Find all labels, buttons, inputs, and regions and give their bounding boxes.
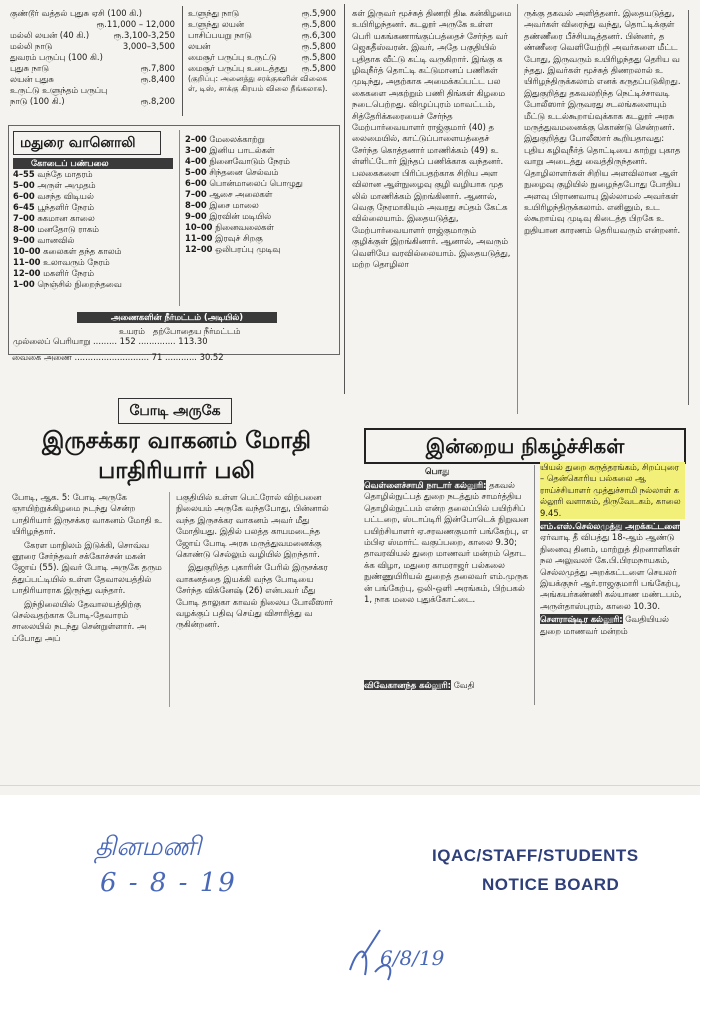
events-title: இன்றைய நிகழ்ச்சிகள் [364, 428, 686, 464]
price-row: உருட்டு உளுந்தம் பருப்பு [10, 85, 108, 95]
price-row: ரூ.11,000 – 12,000 [96, 19, 175, 29]
story-column-2: ருக்கு தகவல் அளித்தனர். இதையடுத்து, அவர்கள் விரைந்து வந்து, தொட்டிக்குள் தண்ணீரை பீச்சியடித்தனர். பின்னர், தண்ணீரை வெளியேற்றி அவர்களை மீட்டபோது, இருவரும் உயிரிழந்தது தெரிய வந்தது. இவர்கள் மூச்சுத் திணறலால் உயிரிழந்திருக்கலாம் எனக் கருதப்படுகிறது. இதுகுறித்து தகவலறிந்த நெட்டிச்சாவடி போலீஸார் இருவரது சடலங்களையும் மீட்டு உடல்கூறாய்வுக்காக கடலூர் அரசு மருத்துவமனைக்கு கொண்டு சென்றனர். இதுகுறித்து போலீஸார் கூறியதாவது: புதிய கழிவுநீர்த் தொட்டியை காற்று புகாதவாறு அடைத்து வைத்திருந்தனர். தொழிலாளர்கள் சிறிய அளவிலான ஆள் நுழைவு குழியில் நுழைந்தபோது போதிய அளவு பிராணவாயு இல்லாமல் அவர்கள் உயிரிழந்திருக்கலாம். எனினும், உடல்கூறாய்வு முடிவு கிடைத்த பிறகே உறுதியான காரணம் தெரியவரும் என்றனர். [524, 8, 681, 235]
radio-row: 6–00 பொன்மாலைப் பொழுது [185, 178, 303, 188]
price-row: புதுசு நாடு ரூ.7,800 [10, 63, 175, 73]
market-prices-right [188, 8, 336, 104]
handwritten-date: 6 - 8 - 19 [100, 868, 237, 898]
radio-row: 8–00 இசை மாலை [185, 200, 259, 210]
price-row: துவரம் பருப்பு (100 கி.) [10, 52, 103, 62]
radio-row: 8–00 மனதோடு ராகம் [13, 224, 99, 234]
radio-row: 10–00 நினைவலைகள் [185, 222, 274, 232]
price-row: மல்லி நாடு 3,000–3,500 [10, 41, 175, 51]
radio-schedule-left [13, 158, 173, 290]
stamp-line-2: NOTICE BOARD [482, 875, 620, 894]
events-column-2 [540, 462, 685, 710]
handwritten-initials-date: 6/8/19 [380, 946, 445, 970]
dam-levels-title: அணைகளின் நீர்மட்டம் (அடியில்) [77, 312, 277, 323]
radio-row: 4–00 நினைவோடும் நேரம் [185, 156, 290, 166]
market-note: (குறிப்பு: அனைத்து சரக்குகளின் விலைகள், டிஸ், சாக்கு கிரயம் விலை நீங்கலாக). [188, 74, 328, 93]
event-item: வெள்ளைச்சாமி நாடார் கல்லூரி: தகவல் தொழில்நுட்பத் துறை நடத்தும் சாமர்த்திய தொழில்நுட்பம் என்ற தலைப்பில் பயிற்சிப் பட்டறை, ஸ்டாப்டிரி இன்போடெக் நிறுவன பயிற்சியாளர் ஏ.சரவணகுமார் பங்கேற்பு, எம்பிஏ ஸ்மார்ட் வகுப்பறை, காலை 9.30; தாவரவியல் துறை மாணவர் மன்றம் தொடக்க விழா, மதுரை காமராஜர் பல்கலை நுண்ணுயிரியல் துறைத் தலைவர் எம்.முருகன் பங்கேற்பு, ஒலி-ஒளி அரங்கம், பிற்பகல் 1, நாக மலை புதுக்கோட்டை. [364, 480, 529, 605]
column-rule [344, 4, 345, 394]
paragraph: பகுதியில் உள்ள பெட்ரோல் விற்பனை நிலையம் அருகே வந்தபோது, பின்னால் வந்த இருசக்கர வாகனம் அவர் மீது மோதியது. இதில் பலத்த காயமடைந்த ஜோய் போடி அரசு மருத்துவமனைக்கு கொண்டு செல்லும் வழியில் இறந்தார். [176, 492, 329, 560]
price-row: மைசூர் பருப்பு உடைத்தது ரூ.5,800 [188, 63, 336, 73]
radio-title: மதுரை வானொலி [13, 131, 161, 155]
price-row: நாடு (100 கி.) ரூ.8,200 [10, 96, 175, 106]
radio-row: 7–00 ஆசை அலைகள் [185, 189, 273, 199]
radio-row: 7–00 சுகமான காலை [13, 213, 95, 223]
price-row: மைசூர் பருப்பு உருட்டு ரூ.5,800 [188, 52, 336, 62]
radio-row: 12–00 ஒலிபரப்பு முடிவு [185, 244, 281, 254]
bodi-column-1 [12, 492, 164, 644]
handwritten-paper-name: தினமணி [95, 832, 202, 862]
event-item: யியல் துறை கருத்தரங்கம், சிறப்புரை – தென்கொரிய பல்கலை ஆராய்ச்சியாளர் முத்துச்சாமி நல்லாள் கல்லூரி வளாகம், திருவேடகம், காலை 9.45. [540, 462, 685, 519]
radio-row: 5–00 சிந்தனை செல்வம் [185, 167, 279, 177]
radio-row: 11–00 இரவுச் சிறகு [185, 233, 263, 243]
radio-row: 5–00 அருள் அமுதம் [13, 180, 96, 190]
dam-levels-header: உயரம் தற்போதைய நீர்மட்டம் [119, 326, 241, 336]
radio-row: 11–00 உலாவரும் நேரம் [13, 257, 110, 267]
column-rule [688, 10, 689, 405]
paragraph: போடி, ஆக. 5: போடி அருகே ஞாயிற்றுக்கிழமை நடந்து சென்ற பாதிரியார் இருசக்கர வாகனம் மோதி உயிரிழந்தார். [12, 492, 162, 537]
price-row: லயன் ரூ.5,800 [188, 41, 336, 51]
radio-row: 3–00 இனிய பாடல்கள் [185, 145, 275, 155]
radio-schedule-box [8, 125, 340, 355]
bodi-headline: இருசக்கர வாகனம் மோதி பாதிரியார் பலி [42, 428, 311, 484]
clipping-edge [0, 785, 700, 786]
paragraph: இந்நிலையில் தேவாலயத்திற்கு செல்வதற்காக போடி-தேவாரம் சாலையில் நடந்து சென்றுள்ளார். அப்போது அப் [12, 598, 147, 643]
events-column-1 [364, 480, 529, 700]
paragraph: கேரள மாநிலம் இடுக்கி, சொவ்வனூரை சேர்ந்தவர் சக்கோச்சன் மகன் ஜோய் (55). இவர் போடி அருகே தருமத்துப்பட்டியில் உள்ள தேவாலயத்தில் பாதிரியாராக இருந்து வந்தார். [12, 539, 162, 596]
column-rule [182, 6, 183, 116]
bodi-kicker: போடி அருகே [118, 398, 232, 424]
column-rule [517, 4, 518, 414]
market-prices-left [10, 8, 175, 107]
radio-row: 2–00 மேலைக்காற்று [185, 134, 265, 144]
paragraph: இதுகுறித்த புகாரின் பேரில் இருசக்கர வாகனத்தை இயக்கி வந்த போடியை சேர்ந்த விக்னேஷ் (26) என்பவர் மீது போடி தாலுகா காவல் நிலைய போலீஸார் வழக்குப் பதிவு செய்து விசாரித்து வருகின்றனர். [176, 562, 334, 630]
price-row: பாசிப்பயறு நாடு ரூ.6,300 [188, 30, 336, 40]
event-item: எம்.எஸ்.செல்லமுத்து அறக்கட்டளை ஏர்வாடி தீ விபத்து 18-ஆம் ஆண்டு நினைவு தினம், மாற்றுத் திறனாளிகள் நல அலுவலர் கே.பி.பிரமநாயகம், செல்லமுத்து அறக்கட்டளை செயலர் இயக்குநர் ஆர்.ராஜகுமாரி பங்கேற்பு, அங்கயர்கண்ணி கல்யாண மண்டபம், அருள்தாஸ்புரம், காலை 10.30. [540, 521, 682, 611]
dam-row: முல்லைப் பெரியாறு ......... 152 .............. 113.30 [13, 336, 208, 346]
column-rule [179, 130, 180, 306]
radio-row: 6–45 பூந்தளிர் நேரம் [13, 202, 94, 212]
radio-row: 6–00 வசந்த விடியல் [13, 191, 94, 201]
radio-row: 10–00 கலைகள் தந்த காலம் [13, 246, 122, 256]
radio-schedule-right [185, 134, 335, 255]
dam-row: வைகை அணை ............................ 71 ............ 30.52 [12, 352, 224, 362]
price-row: உளுந்து நாடு ரூ.5,900 [188, 8, 336, 18]
bodi-column-2 [176, 492, 336, 631]
event-item: விவேகானந்த கல்லூரி: வேதி [364, 680, 475, 690]
column-rule [169, 492, 170, 707]
column-rule [534, 465, 535, 705]
price-row: லயன் புதுசு ரூ.8,400 [10, 74, 175, 84]
radio-row: 4–55 வந்தே மாதரம் [13, 169, 93, 179]
event-item: சௌராஷ்டிர கல்லூரி: வேதியியல் துறை மாணவர் மன்றம் [540, 614, 669, 636]
events-section-label: பொது [425, 466, 450, 476]
radio-row: 9–00 இரவின் மடியில் [185, 211, 272, 221]
radio-row: கோடைப் பண்பலை [13, 158, 173, 169]
story-column-1: கள் இருவர் மூச்சுத் திணறி திடீ கன்கிழமை உயிரிழந்தனர். கடலூர் அருகே உள்ள பெரி யகங்கணாங்குப்பத்தைச் சேர்ந்த வர் ஜெகதீஸ்வரன். இவர், அதே பகுதியில் புதிதாக வீட்டு கட்டி வருகிறார். இங்கு கழிவுநீர்த் தொட்டி கட்டுமானப் பணிகள் முடிந்து, அதற்காக அமைக்கப்பட்ட பலகைகளை அகற்றும் பணி திங்கள் கிழமை நடைபெற்றது. விழுப்புரம் மாவட்டம், சித்தேரிக்கரையைச் சேர்ந்த மேற்பார்வையாளர் ராஜ்குமார் (40) தலைமையில், காட்டுப்பாளையத்தைச் சேர்ந்த கொத்தனார் மாணிக்கம் (49) உள்ளிட்டோர் இந்தப் பணிக்காக வந்தனர். பலகைகளை பிரிப்பதற்காக சிறிய அளவிலான ஆள்நுழைவு குழி வழியாக முதலில் மாணிக்கம் இறங்கினார். ஆனால், வெகு நேரமாகியும் அவரது சப்தம் கேட்கவில்லையாம். இதையடுத்து, மேற்பார்வையாளர் ராஜ்குமாரும் குழிக்குள் இறங்கினார். ஆனால், அவரும் வெளியே வரவில்லையாம். இதையடுத்து, மற்ற தொழிலா [352, 8, 512, 269]
radio-row: 1–00 நெஞ்சில் நிறைந்தவை [13, 279, 122, 289]
price-row: மல்லி லயன் (40 கி.) ரூ.3,100-3,250 [10, 30, 175, 40]
radio-row: 12–00 மகளிர் நேரம் [13, 268, 94, 278]
stamp-line-1: IQAC/STAFF/STUDENTS [432, 846, 639, 865]
price-row: உளுந்து லயன் ரூ.5,800 [188, 19, 336, 29]
radio-row: 9–00 வானவில் [13, 235, 75, 245]
price-row: குண்டூர் வத்தல் புதுசு ஏசி (100 கி.) [10, 8, 143, 18]
